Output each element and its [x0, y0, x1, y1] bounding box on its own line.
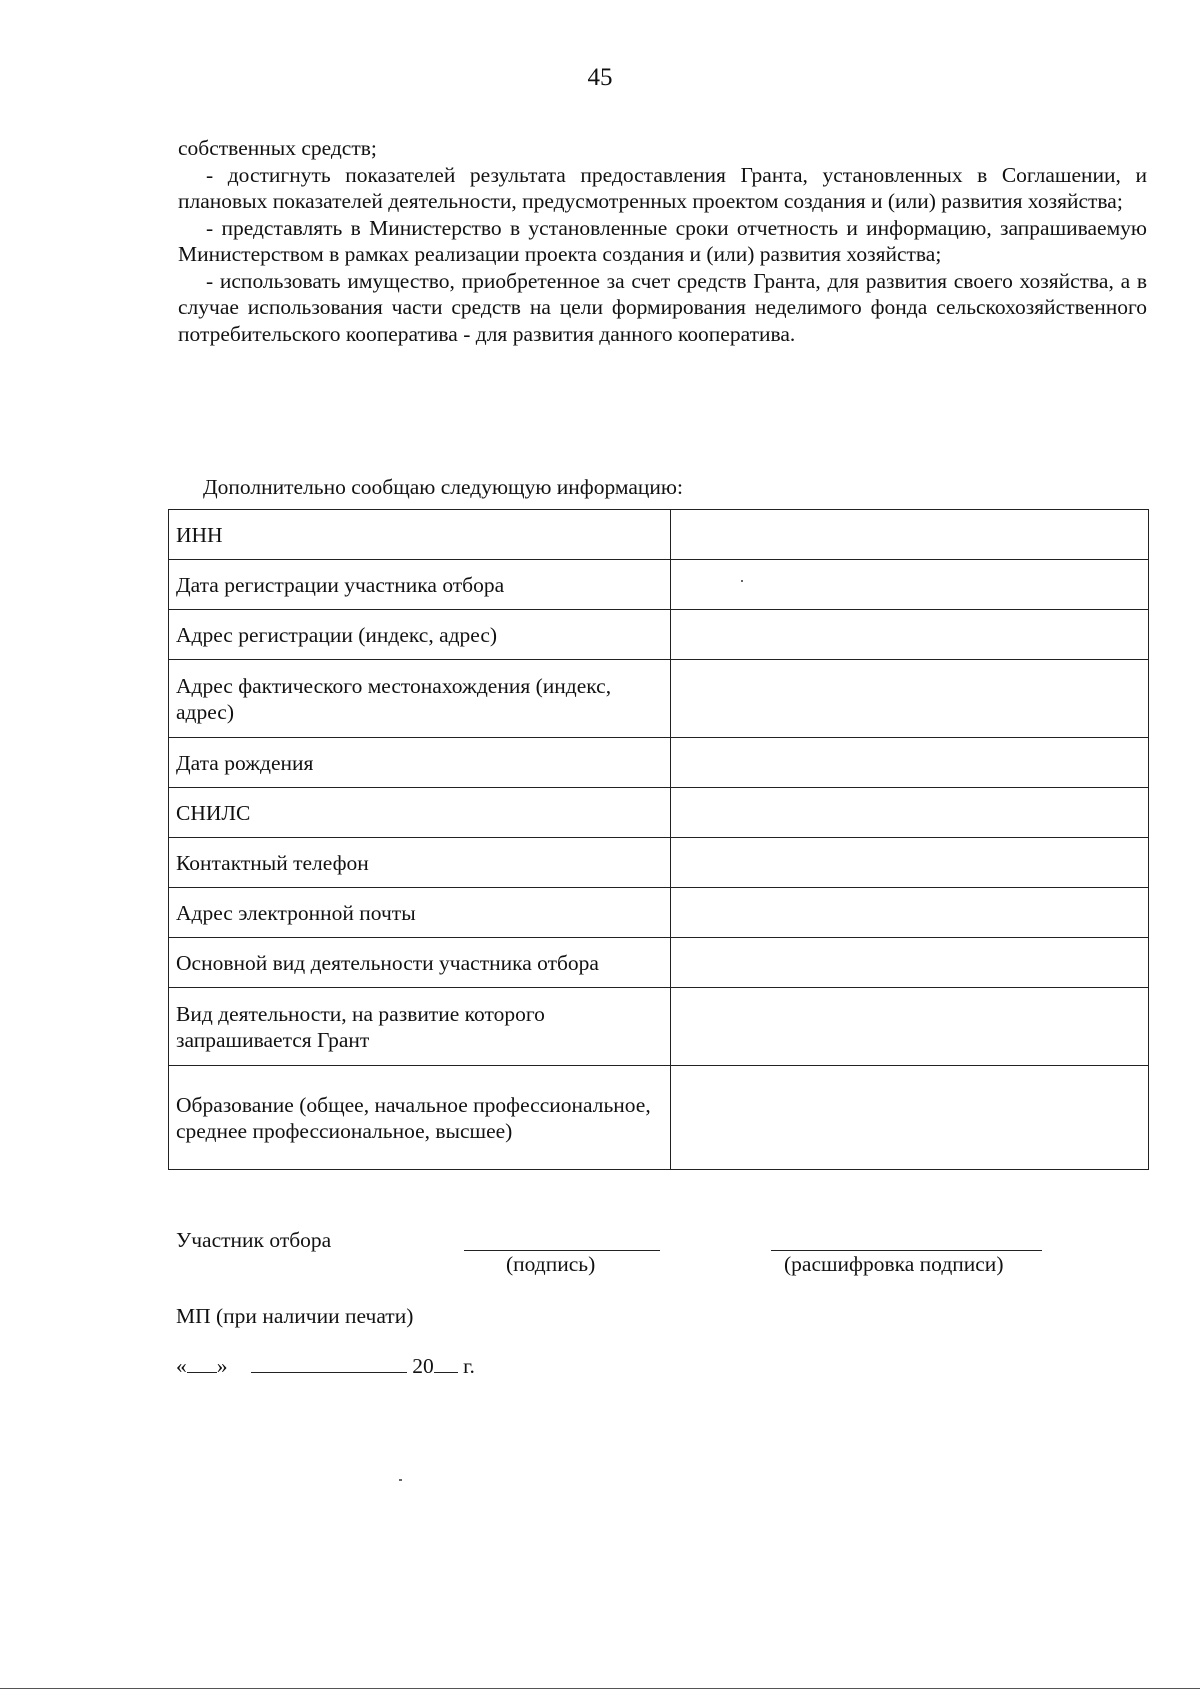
row-value-cell[interactable] — [671, 610, 1149, 660]
row-value-cell[interactable] — [671, 510, 1149, 560]
row-label: Контактный телефон — [169, 838, 671, 888]
participant-label: Участник отбора — [176, 1228, 332, 1252]
row-label: Дата рождения — [169, 738, 671, 788]
date-open-quote: « — [176, 1354, 187, 1378]
year-prefix: 20 — [412, 1354, 434, 1378]
scan-speck — [741, 580, 743, 582]
scan-speck — [399, 1479, 402, 1481]
row-label: Вид деятельности, на развитие которого запрашивается Грант — [169, 988, 671, 1066]
body-paragraph: - представлять в Министерство в установленные сроки отчетность и информацию, запрашиваемую Министерством в рамках реализации проекта создания и (или) развития хозяйства; — [178, 215, 1147, 266]
row-value-cell[interactable] — [671, 988, 1149, 1066]
table-intro: Дополнительно сообщаю следующую информацию: — [203, 475, 683, 499]
row-value-cell[interactable] — [671, 560, 1149, 610]
date-close-quote: » — [216, 1354, 228, 1378]
body-paragraph: - достигнуть показателей результата предоставления Гранта, установленных в Соглашении, и плановых показателей деятельности, предусмотренных проектом создания и (или) развития хозяйства; — [178, 162, 1147, 213]
row-value-cell[interactable] — [671, 838, 1149, 888]
row-label: Образование (общее, начальное профессиональное, среднее профессиональное, высшее) — [169, 1066, 671, 1170]
table-row — [169, 838, 1149, 888]
row-label: Основной вид деятельности участника отбора — [169, 938, 671, 988]
year-blank — [434, 1354, 458, 1373]
decoding-line — [771, 1250, 1042, 1251]
body-text — [178, 135, 1147, 347]
table-row — [169, 788, 1149, 838]
row-value-cell[interactable] — [671, 1066, 1149, 1170]
table-row — [169, 888, 1149, 938]
row-label: Адрес электронной почты — [169, 888, 671, 938]
decoding-caption: (расшифровка подписи) — [784, 1252, 1004, 1276]
signature-line — [464, 1250, 660, 1251]
table-row — [169, 1066, 1149, 1170]
row-label: Дата регистрации участника отбора — [169, 560, 671, 610]
day-blank — [187, 1354, 217, 1373]
row-value-cell[interactable] — [671, 938, 1149, 988]
row-label: Адрес фактического местонахождения (индекс, адрес) — [169, 660, 671, 738]
info-table — [168, 509, 1149, 1170]
body-paragraph: - использовать имущество, приобретенное за счет средств Гранта, для развития своего хозяйства, а в случае использования части средств на цели формирования неделимого фонда сельскохозяйственного потребительского кооператива - для развития данного кооператива. — [178, 268, 1147, 346]
row-value-cell[interactable] — [671, 738, 1149, 788]
row-label: Адрес регистрации (индекс, адрес) — [169, 610, 671, 660]
row-value-cell[interactable] — [671, 660, 1149, 738]
row-label: СНИЛС — [169, 788, 671, 838]
table-row — [169, 738, 1149, 788]
scan-edge — [0, 1688, 1200, 1689]
row-value-cell[interactable] — [671, 888, 1149, 938]
table-row — [169, 988, 1149, 1066]
table-row — [169, 610, 1149, 660]
row-label: ИНН — [169, 510, 671, 560]
stamp-note: МП (при наличии печати) — [176, 1304, 414, 1328]
row-value-cell[interactable] — [671, 788, 1149, 838]
table-row — [169, 660, 1149, 738]
table-row — [169, 510, 1149, 560]
year-suffix: г. — [463, 1354, 475, 1378]
body-paragraph: собственных средств; — [178, 136, 377, 160]
signature-caption: (подпись) — [506, 1252, 596, 1276]
table-row — [169, 938, 1149, 988]
page-number: 45 — [587, 64, 613, 91]
table-row — [169, 560, 1149, 610]
month-blank — [251, 1354, 407, 1373]
date-line — [176, 1354, 475, 1379]
